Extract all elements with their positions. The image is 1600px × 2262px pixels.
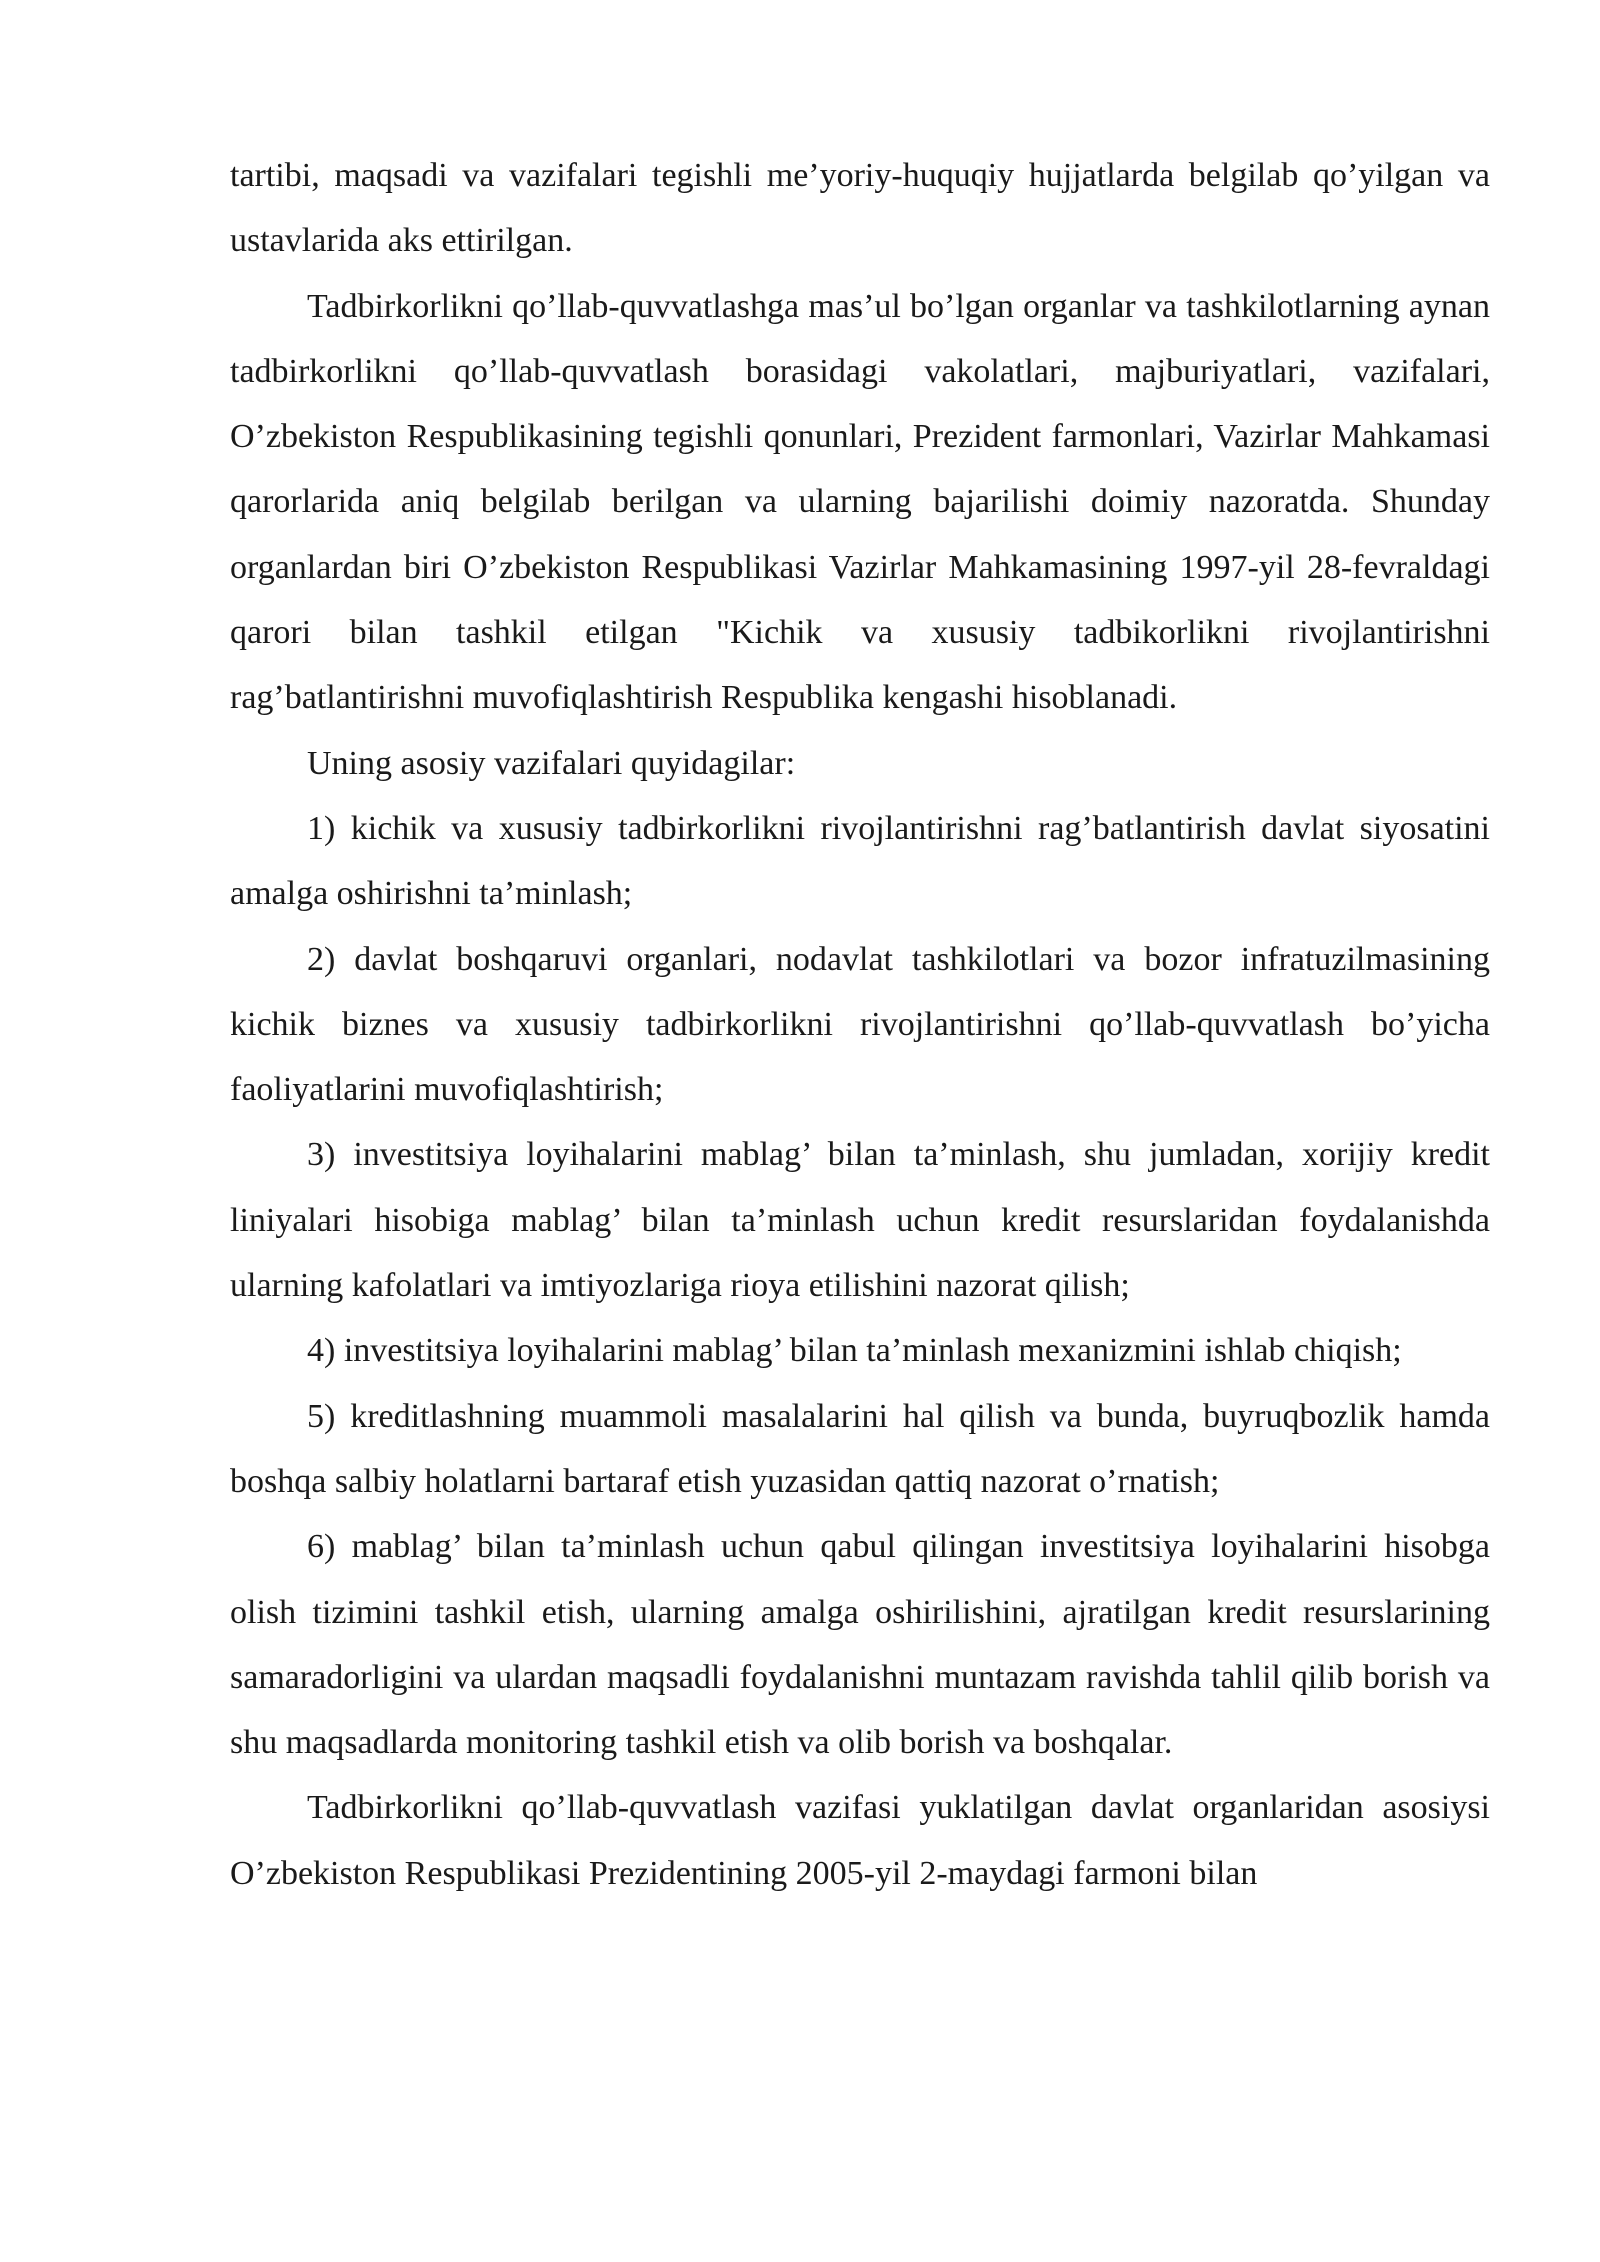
list-item-3: 3) investitsiya loyihalarini mablag’ bilan ta’minlash, shu jumladan, xorijiy kredit liniyalari hisobiga mablag’ bilan ta’minlash uchun kredit resurslaridan foydalanishda ularning kafolatlari va imtiyozlariga rioya etilishini nazorat qilish; xyxy=(230,1136,1490,1305)
list-item-4: 4) investitsiya loyihalarini mablag’ bilan ta’minlash mexanizmini ishlab chiqish; xyxy=(307,1332,1402,1370)
paragraph-support-organs: Tadbirkorlikni qo’llab-quvvatlashga mas’ul bo’lgan organlar va tashkilotlarning aynan tadbirkorlikni qo’llab-quvvatlash borasidagi vakolatlari, majburiyatlari, vazifalari, O’zbekiston Respublikasining tegishli qonunlari, Prezident farmonlari, Vazirlar Mahkamasi qarorlarida aniq belgilab berilgan va ularning bajarilishi doimiy nazoratda. Shunday organlardan biri O’zbekiston Respublikasi Vazirlar Mahkamasining 1997-yil 28-fevraldagi qarori bilan tashkil etilgan "Kichik va xususiy tadbikorlikni rivojlantirishni rag’batlantirishni muvofiqlashtirish Respublika kengashi hisoblanadi. xyxy=(230,287,1490,717)
list-item-5: 5) kreditlashning muammoli masalalarini hal qilish va bunda, buyruqbozlik hamda boshqa salbiy holatlarni bartaraf etish yuzasidan qattiq nazorat o’rnatish; xyxy=(230,1397,1490,1500)
list-item-1: 1) kichik va xususiy tadbirkorlikni rivojlantirishni rag’batlantirish davlat siyosatini amalga oshirishni ta’minlash; xyxy=(230,809,1490,913)
list-item-2: 2) davlat boshqaruvi organlari, nodavlat tashkilotlari va bozor infratuzilmasining kichik biznes va xususiy tadbirkorlikni rivojlantirishni qo’llab-quvvatlash bo’yicha faoliyatlarini muvofiqlashtirish; xyxy=(230,940,1490,1109)
document-page xyxy=(230,143,1490,1906)
paragraph-tasks-intro: Uning asosiy vazifalari quyidagilar: xyxy=(307,744,796,782)
paragraph-continuation: tartibi, maqsadi va vazifalari tegishli me’yoriy-huquqiy hujjatlarda belgilab qo’yilgan va ustavlarida aks ettirilgan. xyxy=(230,157,1490,260)
list-item-6: 6) mablag’ bilan ta’minlash uchun qabul qilingan investitsiya loyihalarini hisobga olish tizimini tashkil etish, ularning amalga oshirilishini, ajratilgan kredit resurslarining samaradorligini va ulardan maqsadli foydalanishni muntazam ravishda tahlil qilib borish va shu maqsadlarda monitoring tashkil etish va olib borish va boshqalar. xyxy=(230,1528,1490,1762)
paragraph-main-organ: Tadbirkorlikni qo’llab-quvvatlash vazifasi yuklatilgan davlat organlaridan asosiysi O’zbekiston Respublikasi Prezidentining 2005-yil 2-maydagi farmoni bilan xyxy=(230,1789,1490,1892)
